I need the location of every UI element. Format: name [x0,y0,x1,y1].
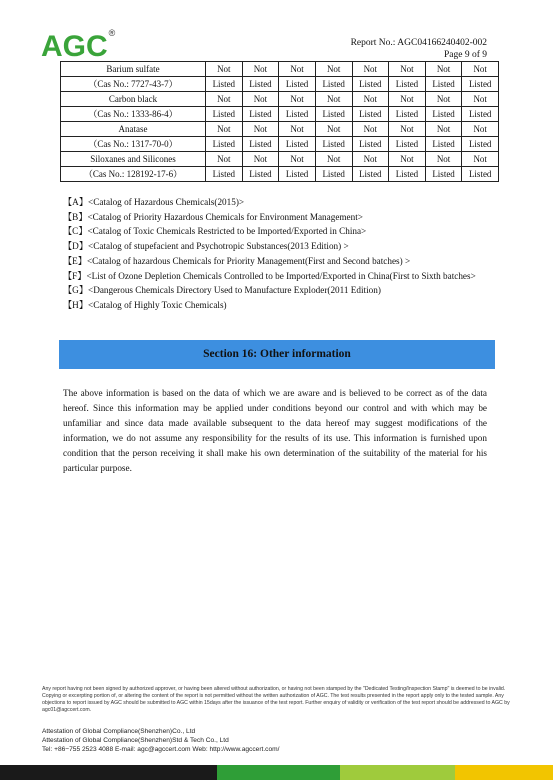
status-cell: Listed [462,77,499,92]
page-number: Page 9 of 9 [443,50,487,60]
status-cell: Listed [462,137,499,152]
status-cell: Not [315,92,352,107]
status-cell: Not [462,122,499,137]
table-row [61,107,499,122]
status-cell: Not [279,92,316,107]
status-cell: Listed [242,77,279,92]
table-row [61,122,499,137]
status-cell: Not [389,152,426,167]
status-cell: Listed [315,137,352,152]
status-cell: Not [242,122,279,137]
status-cell: Listed [352,137,389,152]
status-cell: Listed [206,107,243,122]
table-row [61,137,499,152]
status-cell: Not [352,92,389,107]
reference-item: 【C】<Catalog of Toxic Chemicals Restricted to be Imported/Exported in China> [63,226,367,237]
other-information-paragraph: The above information is based on the data of which we are aware and is believed to be correct as of the data hereof. Since this information may be applied under conditions beyond our control and with which may be unfamiliar and since data made available subsequent to the data hereof may suggest modifications of the information, we do not assume any responsibility for the results of its use. This information is furnished upon condition that the person receiving it shall make his own determination of the suitability of the material for his particular purpose. [63,388,487,473]
status-cell: Not [425,92,462,107]
substance-cas: （Cas No.: 7727-43-7） [61,77,206,92]
attestation-block [42,727,279,754]
status-cell: Listed [279,107,316,122]
status-cell: Listed [279,167,316,182]
status-cell: Not [462,152,499,167]
status-cell: Not [242,92,279,107]
attestation-line-1: Attestation of Global Compliance(Shenzhen)Co., Ltd [42,728,196,735]
status-cell: Listed [389,137,426,152]
status-cell: Listed [242,167,279,182]
footer-disclaimer: Any report having not been signed by authorized approver, or having been altered without authorization, or having not been stamped by the "Dedicated Testing/Inspection Stamp" is deemed to be invalid. Copying or excerpting portion of, or altering the content of the report is not permitted without the written authorization of AGC. The test results presented in the report apply only to the tested sample. Any objections to report issued by AGC should be submitted to AGC within 15days after the issuance of the test report. Further enquiry of validity or verification of the test report should be addressed to AGC by agc01@agccert.com. [42,686,510,713]
status-cell: Not [242,152,279,167]
reference-item: 【D】<Catalog of stupefacient and Psychotropic Substances(2013 Edition) > [63,241,349,252]
substance-name: Siloxanes and Silicones [61,152,206,167]
reference-item: 【H】<Catalog of Highly Toxic Chemicals) [63,299,227,310]
status-cell: Listed [242,137,279,152]
status-cell: Not [279,122,316,137]
catalog-references [63,195,491,313]
status-cell: Not [389,92,426,107]
status-cell: Not [315,122,352,137]
status-cell: Not [206,152,243,167]
status-cell: Not [279,152,316,167]
reference-item: 【A】<Catalog of Hazardous Chemicals(2015)> [63,197,245,207]
attestation-line-2: Attestation of Global Compliance(Shenzhen)Std & Tech Co., Ltd [42,737,229,744]
table-row [61,167,499,182]
substance-cas: （Cas No.: 1317-70-0） [61,137,206,152]
status-cell: Not [315,62,352,77]
bar-segment-lightgreen [340,765,455,780]
status-cell: Not [462,92,499,107]
status-cell: Listed [352,167,389,182]
reference-item: 【E】<Catalog of hazardous Chemicals for Priority Management(First and Second batches) > [63,255,411,266]
status-cell: Listed [462,107,499,122]
status-cell: Not [352,152,389,167]
status-cell: Listed [389,107,426,122]
status-cell: Listed [242,107,279,122]
status-cell: Not [206,122,243,137]
substance-cas: （Cas No.: 1333-86-4） [61,107,206,122]
status-cell: Not [425,152,462,167]
status-cell: Listed [206,77,243,92]
status-cell: Not [425,122,462,137]
status-cell: Listed [352,107,389,122]
status-cell: Listed [206,167,243,182]
table-row [61,62,499,77]
status-cell: Listed [315,77,352,92]
substance-table [60,61,499,182]
table-row [61,77,499,92]
substance-cas: （Cas No.: 128192-17-6） [61,167,206,182]
status-cell: Listed [425,167,462,182]
status-cell: Listed [279,137,316,152]
status-cell: Listed [315,107,352,122]
status-cell: Not [389,122,426,137]
agc-logo: AGC® [41,28,116,63]
report-number: Report No.: AGC04166240402-002 [350,38,487,48]
status-cell: Not [425,62,462,77]
status-cell: Not [389,62,426,77]
table-row [61,92,499,107]
report-header [351,37,487,61]
status-cell: Listed [462,167,499,182]
footer-color-bar [0,765,553,780]
status-cell: Listed [315,167,352,182]
status-cell: Not [352,122,389,137]
status-cell: Listed [279,77,316,92]
section-16-heading: Section 16: Other information [59,340,495,369]
status-cell: Not [279,62,316,77]
status-cell: Not [206,92,243,107]
status-cell: Listed [206,137,243,152]
status-cell: Listed [425,77,462,92]
contact-line: Tel: +86−755 2523 4088 E-mail: agc@agccert.com Web: http://www.agccert.com/ [42,746,280,753]
reference-item: 【F】<List of Ozone Depletion Chemicals Controlled to be Imported/Exported in China(First to Sixth batches> [63,270,476,281]
status-cell: Listed [425,107,462,122]
substance-name: Carbon black [61,92,206,107]
status-cell: Not [352,62,389,77]
status-cell: Listed [389,167,426,182]
substance-name: Barium sulfate [61,62,206,77]
status-cell: Not [242,62,279,77]
substance-name: Anatase [61,122,206,137]
reference-item: 【B】<Catalog of Priority Hazardous Chemicals for Environment Management> [63,211,363,222]
status-cell: Listed [352,77,389,92]
status-cell: Listed [425,137,462,152]
status-cell: Not [462,62,499,77]
bar-segment-yellow [455,765,553,780]
reference-item: 【G】<Dangerous Chemicals Directory Used to Manufacture Exploder(2011 Edition) [63,285,381,296]
status-cell: Listed [389,77,426,92]
status-cell: Not [315,152,352,167]
status-cell: Not [206,62,243,77]
table-row [61,152,499,167]
bar-segment-green [217,765,340,780]
bar-segment-black [0,765,217,780]
